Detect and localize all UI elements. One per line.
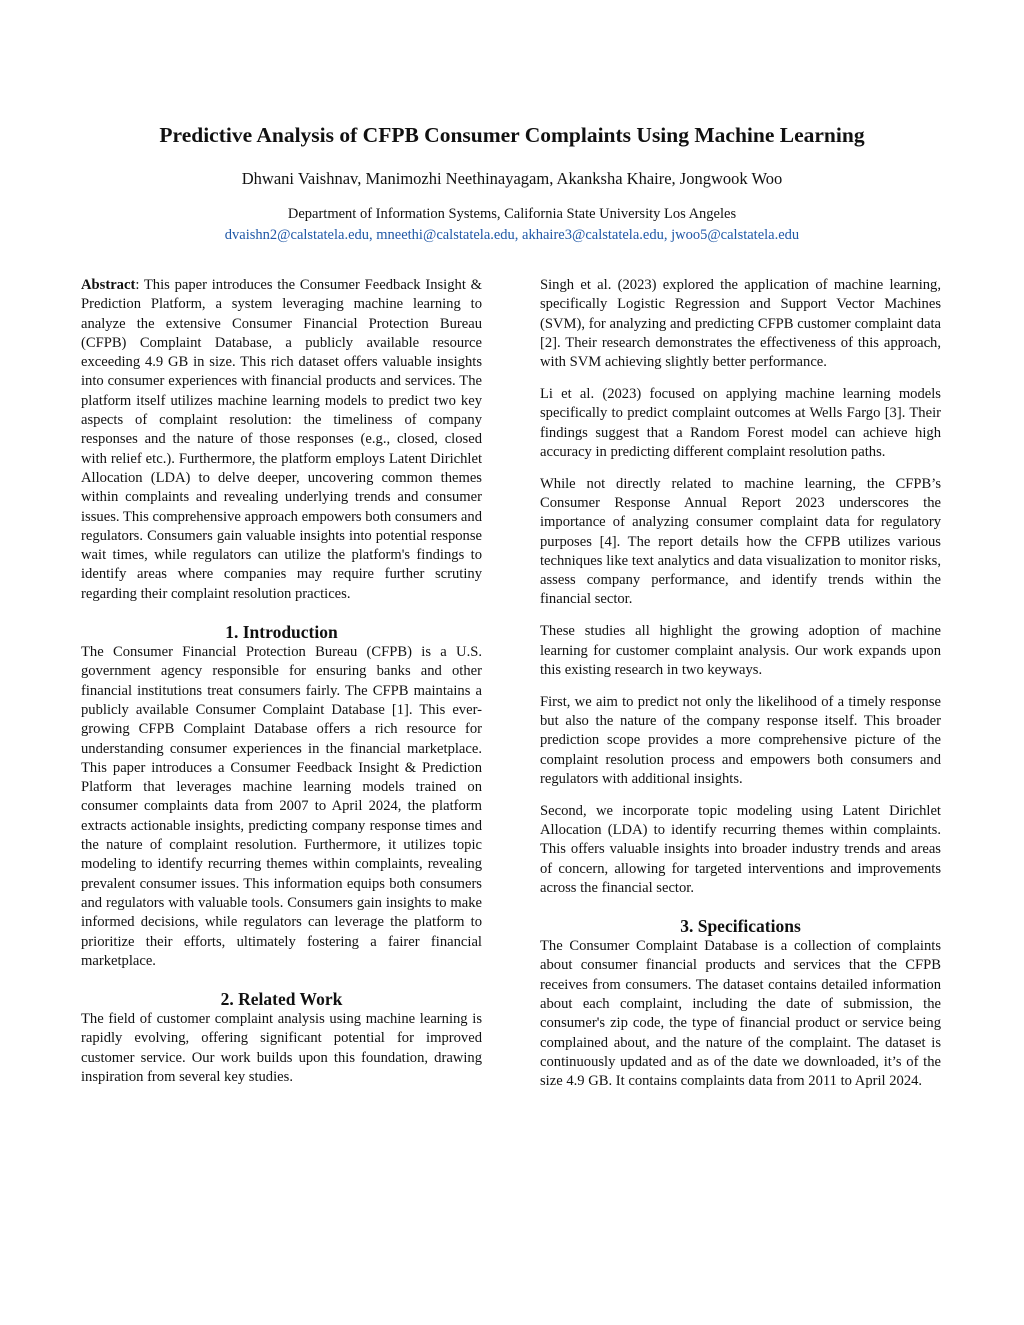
left-column: [81, 276, 482, 1087]
introduction-heading: 1. Introduction: [225, 622, 338, 643]
related-work-paragraph-1: The field of customer complaint analysis using machine learning is rapidly evolving, offering significant potential for improved customer service. Our work builds upon this foundation, drawing inspiration from several key studies.: [81, 1011, 482, 1085]
introduction-paragraph: The Consumer Financial Protection Bureau (CFPB) is a U.S. government agency responsible for ensuring banks and other financial institutions treat consumers fairly. The CFPB maintains a publicly available Consumer Complaint Database [1]. This ever-growing CFPB Complaint Database offers a rich resource for understanding consumer experiences in the financial marketplace. This paper introduces a Consumer Feedback Insight & Prediction Platform that leverages machine learning models trained on consumer complaints data from 2007 to April 2024, the platform extracts actionable insights, predicting company response times and the nature of complaint resolution. Furthermore, it utilizes topic modeling to identify recurring themes within complaints, revealing prevalent consumer issues. This information equips both consumers and regulators with valuable tools. Consumers gain insights to make informed decisions, while regulators can leverage the platform to prioritize their efforts, ultimately fostering a fairer financial marketplace.: [81, 644, 482, 969]
author-emails: dvaishn2@calstatela.edu, mneethi@calstatela.edu, akhaire3@calstatela.edu, jwoo5@calstatela.edu: [224, 227, 800, 243]
author-list: Dhwani Vaishnav, Manimozhi Neethinayagam, Akanksha Khaire, Jongwook Woo: [241, 169, 783, 188]
specifications-heading: 3. Specifications: [680, 916, 801, 937]
paper-title: Predictive Analysis of CFPB Consumer Complaints Using Machine Learning: [159, 123, 865, 147]
related-work-paragraph-4: While not directly related to machine learning, the CFPB’s Consumer Response Annual Report 2023 underscores the importance of analyzing consumer complaint data for regulatory purposes [4]. The report details how the CFPB utilizes various techniques like text analytics and data visualization to monitor risks, assess company performance, and identify trends within the financial sector.: [540, 475, 941, 608]
related-work-paragraph-7: Second, we incorporate topic modeling using Latent Dirichlet Allocation (LDA) to identify recurring themes within complaints. This offers valuable insights into broader industry trends and areas of concern, allowing for targeted interventions and improvements across the financial sector.: [540, 802, 941, 896]
related-work-paragraph-2: Singh et al. (2023) explored the application of machine learning, specifically Logistic Regression and Support Vector Machines (SVM), for analyzing and predicting CFPB customer complaint data [2]. Their research demonstrates the effectiveness of this approach, with SVM achieving slightly better performance.: [540, 277, 941, 371]
related-work-paragraph-3: Li et al. (2023) focused on applying machine learning models specifically to predict complaint outcomes at Wells Fargo [3]. Their findings suggest that a Random Forest model can achieve high accuracy in predicting different complaint resolution paths.: [540, 385, 941, 460]
right-column: [540, 276, 941, 1091]
related-work-paragraph-6: First, we aim to predict not only the likelihood of a timely response but also the nature of the company response itself. This broader prediction scope provides a more comprehensive picture of the complaint resolution process and empowers both consumers and regulators with additional insights.: [540, 693, 941, 787]
affiliation: Department of Information Systems, California State University Los Angeles: [287, 206, 737, 222]
specifications-paragraph: The Consumer Complaint Database is a collection of complaints about consumer financial products and services that the CFPB receives from consumers. The dataset contains detailed information about each complaint, including the date of submission, the consumer's zip code, the type of financial product or service being complained about, and the nature of the complaint. The dataset is continuously updated and as of the date we downloaded, it’s of the size 4.9 GB. It contains complaints data from 2011 to April 2024.: [540, 938, 941, 1090]
abstract-text: : This paper introduces the Consumer Feedback Insight & Prediction Platform, a system leveraging machine learning to analyze the extensive Consumer Financial Protection Bureau (CFPB) Complaint Database, a publicly available resource exceeding 4.9 GB in size. This rich dataset offers valuable insights into consumer experiences with financial products and services. The platform itself utilizes machine learning models to predict two key aspects of complaint resolution: the timeliness of company responses and the nature of those responses (e.g., closed, closed with relief etc.). Furthermore, the platform employs Latent Dirichlet Allocation (LDA) to delve deeper, uncovering common themes within complaints and revealing underlying trends and consumer issues. This comprehensive approach empowers both consumers and regulators. Consumers gain valuable insights into potential response wait times, while regulators can utilize the platform's findings to identify areas where companies may require further scrutiny regarding their complaint resolution practices.: [81, 277, 482, 602]
related-work-heading: 2. Related Work: [220, 989, 343, 1010]
related-work-paragraph-5: These studies all highlight the growing adoption of machine learning for customer complaint analysis. Our work expands upon this existing research in two keyways.: [540, 623, 941, 678]
abstract: [81, 276, 482, 604]
abstract-label: Abstract: [81, 277, 136, 293]
